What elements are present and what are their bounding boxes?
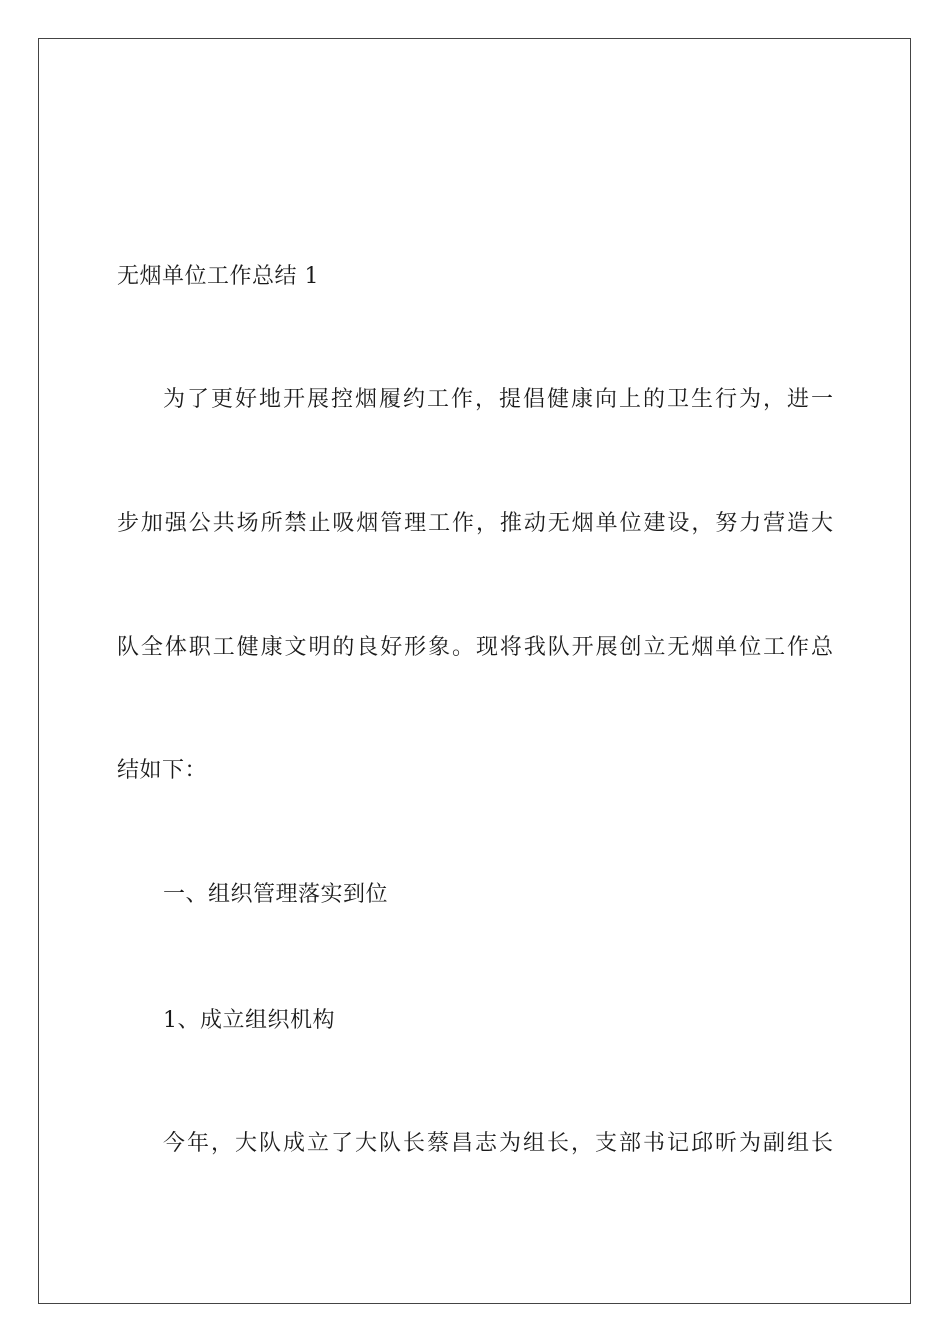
document-title: 无烟单位工作总结 1 (117, 264, 319, 289)
paragraph-line-3: 队全体职工健康文明的良好形象。现将我队开展创立无烟单位工作总 (117, 635, 833, 660)
body-line: 今年，大队成立了大队长蔡昌志为组长，支部书记邱昕为副组长 (163, 1131, 833, 1156)
page-frame (38, 38, 911, 1304)
paragraph-line-2: 步加强公共场所禁止吸烟管理工作，推动无烟单位建设，努力营造大 (117, 511, 833, 536)
paragraph-line-4: 结如下： (117, 758, 208, 783)
paragraph-line-1: 为了更好地开展控烟履约工作，提倡健康向上的卫生行为，进一 (163, 387, 833, 412)
section-heading: 一、组织管理落实到位 (163, 882, 389, 907)
subsection-heading: 1、成立组织机构 (163, 1008, 335, 1033)
